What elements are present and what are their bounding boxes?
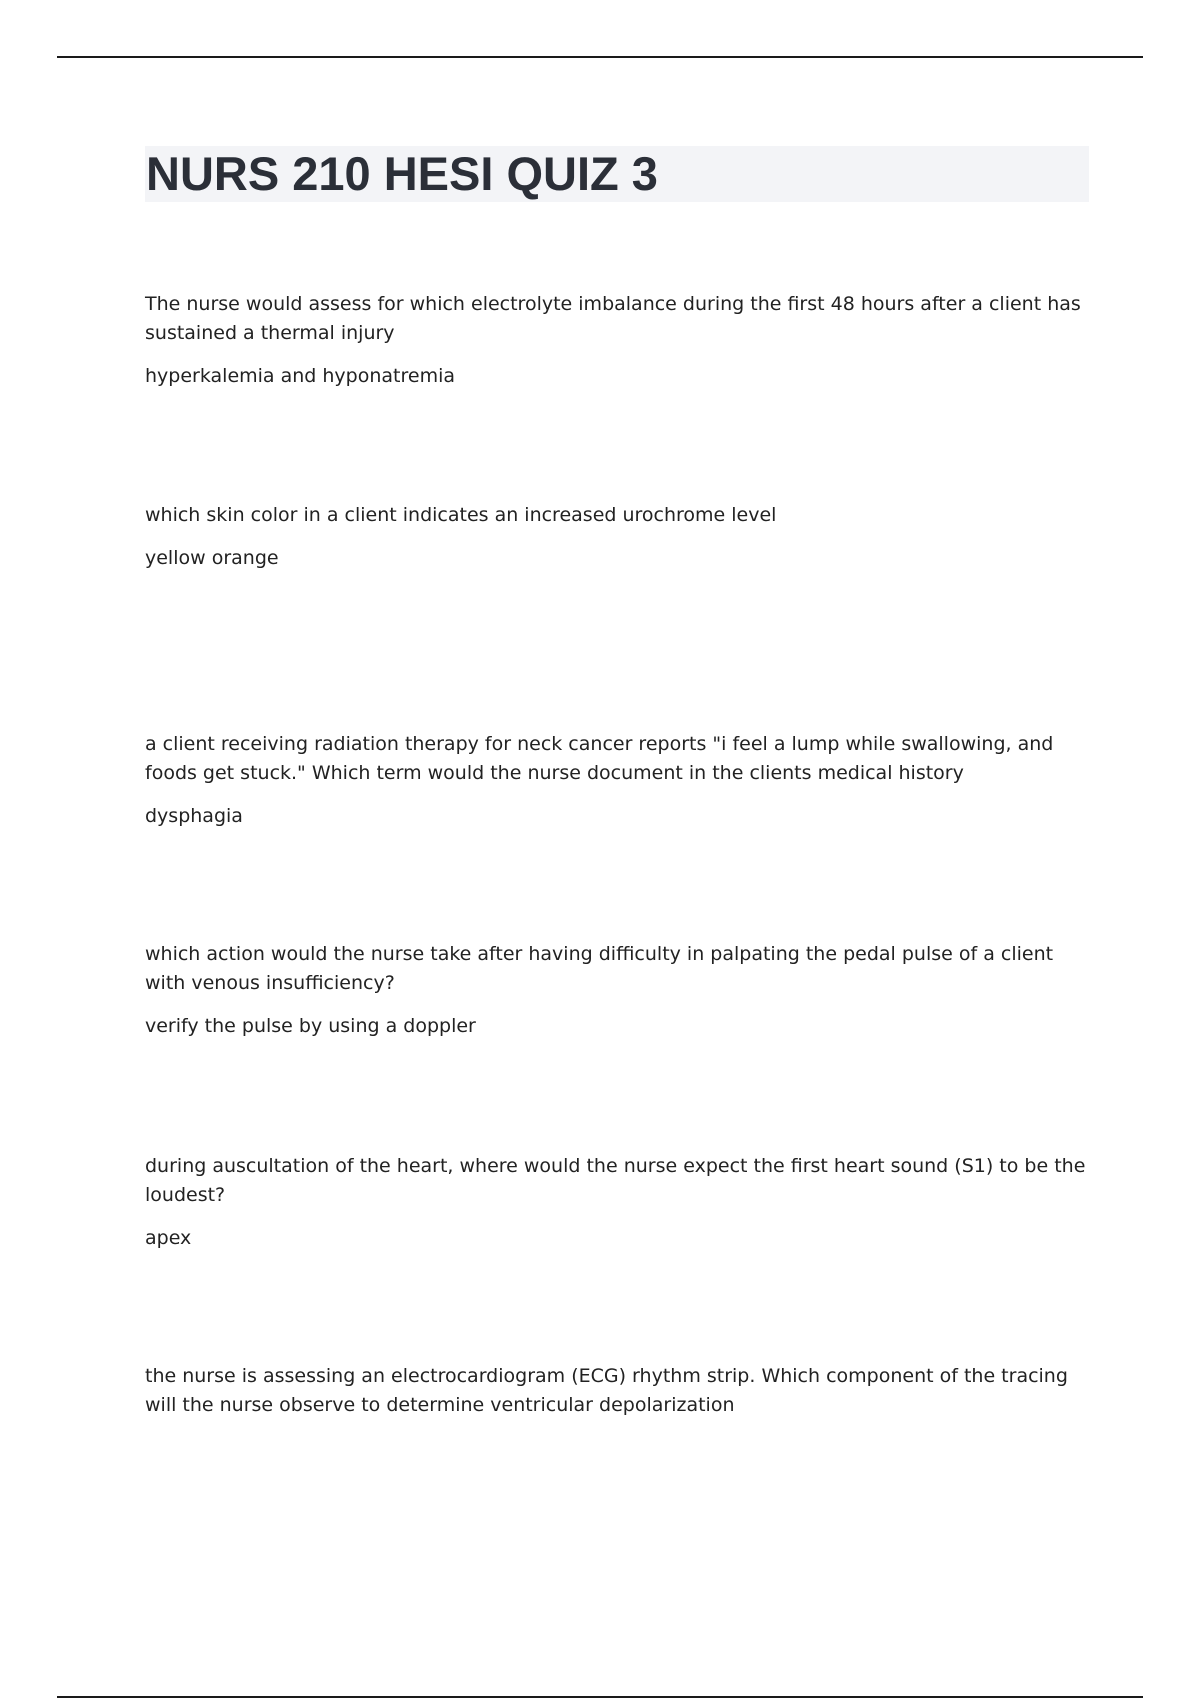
answer-text: apex	[145, 1227, 192, 1249]
qa-item-4	[145, 940, 1090, 1041]
question-text: which skin color in a client indicates an increased urochrome level	[145, 504, 777, 526]
qa-item-6	[145, 1362, 1090, 1420]
question-text: a client receiving radiation therapy for neck cancer reports "i feel a lump while swallowing, and foods get stuck." Which term would the nurse document in the clients medical history	[145, 733, 1054, 784]
question-text: during auscultation of the heart, where would the nurse expect the first heart sound (S1) to be the loudest?	[145, 1155, 1086, 1206]
top-divider	[57, 56, 1143, 58]
question-text: which action would the nurse take after having difficulty in palpating the pedal pulse of a client with venous insufficiency?	[145, 943, 1054, 994]
answer-text: dysphagia	[145, 805, 243, 827]
qa-item-5	[145, 1152, 1090, 1253]
qa-item-2	[145, 501, 1090, 573]
qa-item-3	[145, 730, 1090, 831]
question-text: The nurse would assess for which electrolyte imbalance during the first 48 hours after a client has sustained a thermal injury	[145, 293, 1081, 344]
answer-text: yellow orange	[145, 547, 279, 569]
answer-text: verify the pulse by using a doppler	[145, 1015, 476, 1037]
qa-item-1	[145, 290, 1090, 391]
document-title: NURS 210 HESI QUIZ 3	[146, 147, 658, 200]
answer-text: hyperkalemia and hyponatremia	[145, 365, 456, 387]
question-text: the nurse is assessing an electrocardiogram (ECG) rhythm strip. Which component of the tracing will the nurse observe to determine ventricular depolarization	[145, 1365, 1068, 1416]
bottom-divider	[57, 1696, 1143, 1698]
